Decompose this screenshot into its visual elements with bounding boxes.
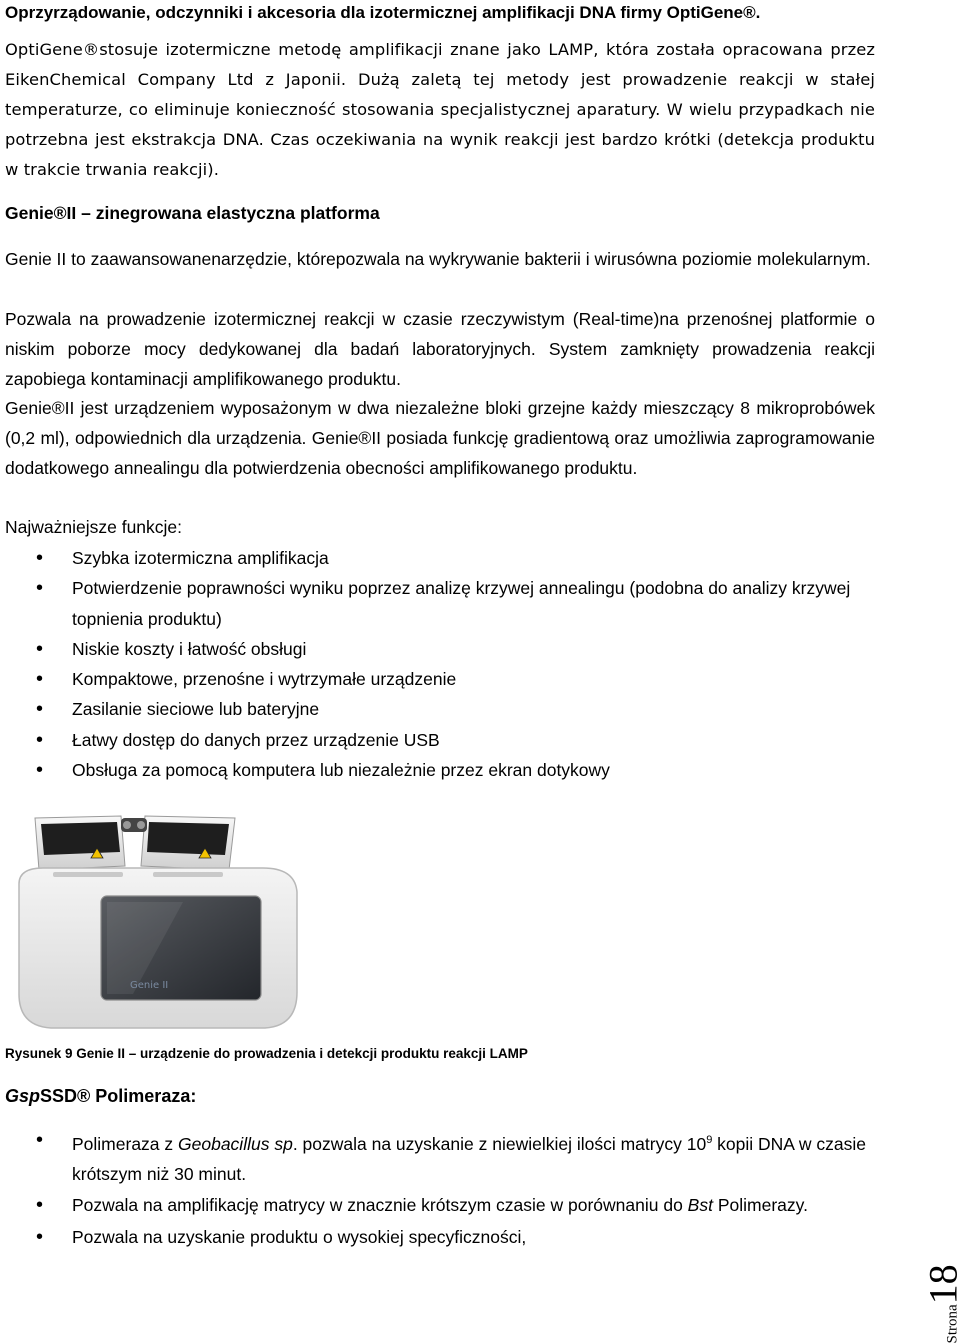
list-item: • Obsługa za pomocą komputera lub niezależnie przez ekran dotykowy (5, 755, 875, 785)
document-title: Oprzyrządowanie, odczynniki i akcesoria dla izotermicznej amplifikacji DNA firmy OptiGene®. (5, 3, 761, 22)
list-item: • Kompaktowe, przenośne i wytrzymałe urządzenie (5, 664, 875, 694)
list-item: • Pozwala na amplifikację matrycy w znacznie krótszym czasie w porównaniu do Bst Polimerazy. (5, 1190, 875, 1220)
features-list (5, 543, 875, 785)
features-heading: Najważniejsze funkcje: (5, 517, 183, 537)
list-item: • Szybka izotermiczna amplifikacja (5, 543, 875, 573)
genie-paragraph-2: Pozwala na prowadzenie izotermicznej reakcji w czasie rzeczywistym (Real-time)na przenośnej platformie o niskim poborze mocy dedykowanej dla badań laboratoryjnych. System zamknięty prowadzenia reakcji zapobiega kontaminacji amplifikowanego produktu. (5, 309, 875, 389)
page-footer (920, 1225, 966, 1344)
genie-paragraph-1: Genie II to zaawansowanenarzędzie, którepozwala na wykrywanie bakterii i wirusówna poziomie molekularnym. (5, 249, 871, 269)
list-item: • Zasilanie sieciowe lub bateryjne (5, 694, 875, 724)
section-heading-genie: Genie®II – zinegrowana elastyczna platforma (5, 203, 380, 223)
genie-paragraph-3: Genie®II jest urządzeniem wyposażonym w dwa niezależne bloki grzejne każdy mieszczący 8 mikroprobówek (0,2 ml), odpowiednich dla urządzenia. Genie®II posiada funkcję gradientową oraz umożliwia zaprogramowanie dodatkowego annealingu dla potwierdzenia obecności amplifikowanego produktu. (5, 398, 875, 478)
figure-caption: Rysunek 9 Genie II – urządzenie do prowadzenia i detekcji produktu reakcji LAMP (5, 1046, 528, 1061)
polimeraza-list (5, 1125, 875, 1252)
list-item: • Polimeraza z Geobacillus sp. pozwala na uzyskanie z niewielkiej ilości matrycy $10^9$ kopii DNA w czasie krótszym niż 30 minut. (5, 1125, 875, 1189)
heading-rest-part: SSD® Polimeraza: (40, 1086, 197, 1106)
list-item: • Łatwy dostęp do danych przez urządzenie USB (5, 725, 875, 755)
page-number: 18 (920, 1264, 966, 1305)
list-item: • Potwierdzenie poprawności wyniku poprzez analizę krzywej annealingu (podobna do analizy krzywej topnienia produktu) (5, 573, 875, 634)
list-item: • Pozwala na uzyskanie produktu o wysokiej specyficzności, (5, 1222, 875, 1252)
intro-paragraph: OptiGene®stosuje izotermiczne metodę amplifikacji znane jako LAMP, która została opracowana przez EikenChemical Company Ltd z Japonii. Dużą zaletą tej metody jest prowadzenie reakcji w stałej temperaturze, co eliminuje konieczność stosowania specjalistycznej aparatury. W wielu przypadkach nie potrzebna jest ekstrakcja DNA. Czas oczekiwania na wynik reakcji jest bardzo krótki (detekcja produktu w trakcie trwania reakcji). (5, 40, 875, 179)
section-heading-polimeraza (5, 1086, 196, 1107)
heading-italic-part: Gsp (5, 1086, 41, 1106)
genie-ii-device-image (13, 812, 303, 1034)
list-item: • Niskie koszty i łatwość obsługi (5, 634, 875, 664)
device-label: Genie II (130, 980, 169, 991)
page-number-label: Strona18 (920, 1264, 966, 1344)
